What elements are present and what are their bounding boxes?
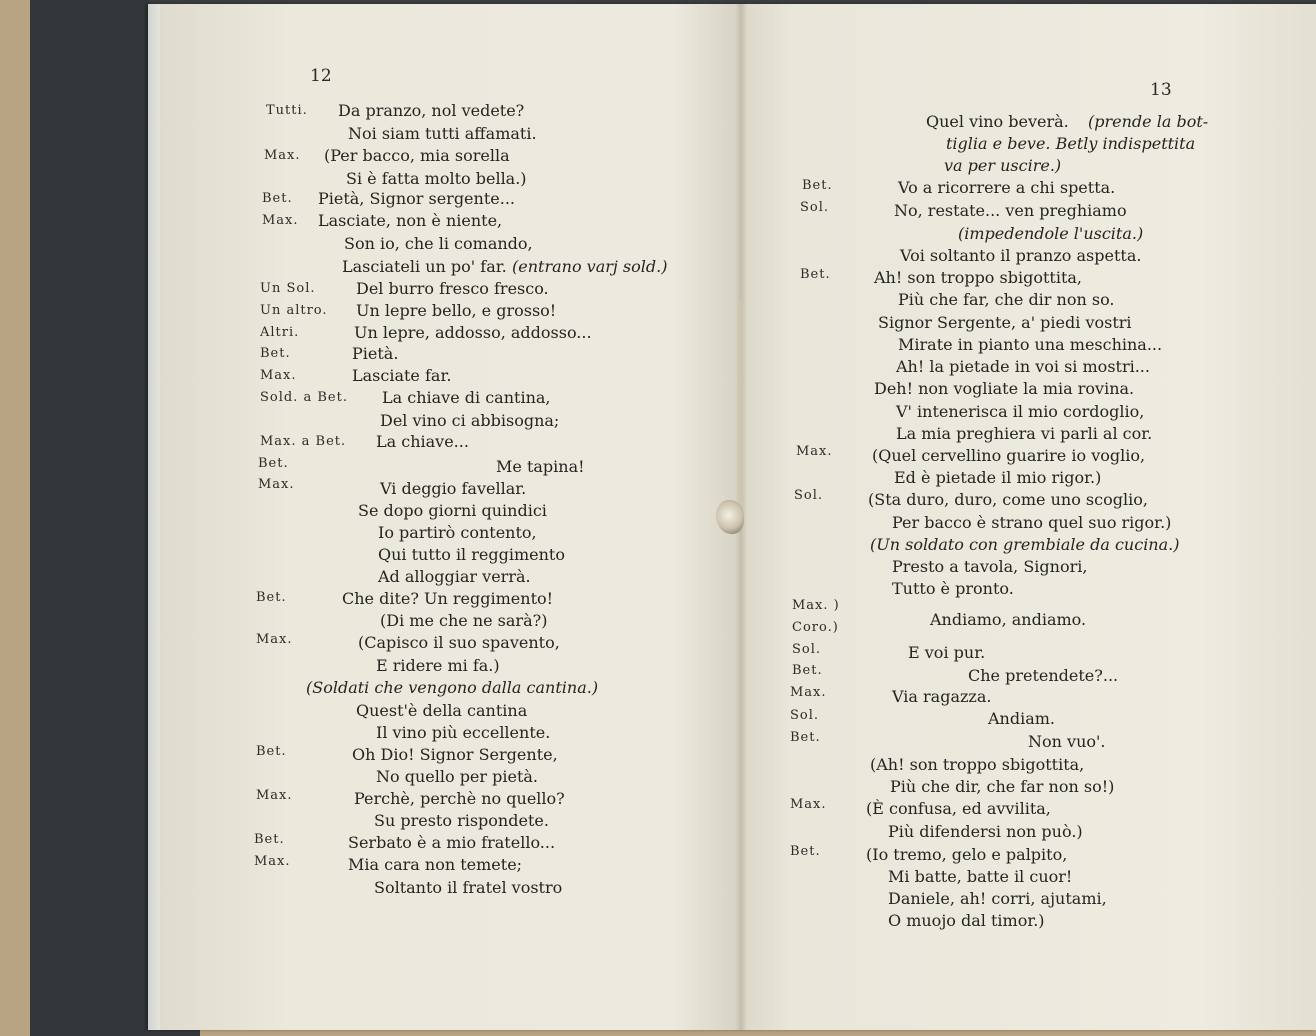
verse-line: Del burro fresco fresco. [356,279,549,298]
verse-line: Me tapina! [496,457,585,476]
speaker-label: Bet. [260,346,291,361]
verse-line: Pietà. [352,344,399,363]
thread-knot [716,500,744,534]
verse-line: Oh Dio! Signor Sergente, [352,745,558,764]
verse-line: La chiave... [376,432,469,451]
speaker-label: Bet. [258,456,289,471]
speaker-label: Max. [260,368,297,383]
verse-line: (Di me che ne sarà?) [380,611,548,630]
verse-line: Un lepre, addosso, addosso... [354,323,592,342]
speaker-label: Max. [796,444,833,459]
verse-line: Non vuo'. [1028,732,1106,751]
verse-line: Per bacco è strano quel suo rigor.) [892,513,1172,532]
speaker-label: Max. [264,148,301,163]
verse-line: (Sta duro, duro, come uno scoglio, [868,490,1148,509]
verse-line: Deh! non vogliate la mia rovina. [874,379,1135,398]
speaker-label: Sol. [800,200,830,215]
stage-direction: (prende la bot- [1088,112,1209,131]
speaker-label: Sol. [794,488,824,503]
speaker-label: Max. [254,854,291,869]
verse-line: La chiave di cantina, [382,388,551,407]
stage-direction: va per uscire.) [944,156,1062,175]
verse-line: Da pranzo, nol vedete? [338,101,525,120]
verse-line: Più che far, che dir non so. [898,290,1115,309]
stage-direction: (entrano varj sold.) [512,257,668,276]
verse-line: Daniele, ah! corri, ajutami, [888,889,1107,908]
verse-line: (Per bacco, mia sorella [324,146,510,165]
verse-line: Che pretendete?... [968,666,1119,685]
verse-line: Si è fatta molto bella.) [346,169,527,188]
speaker-label: Max. [790,685,827,700]
verse-line: Ah! son troppo sbigottita, [874,268,1082,287]
verse-line: (Ah! son troppo sbigottita, [870,755,1085,774]
speaker-label: Bet. [256,744,287,759]
verse-line: Più che dir, che far non so!) [890,777,1115,796]
verse-line: (Quel cervellino guarire io voglio, [872,446,1146,465]
verse-line: Andiam. [988,709,1056,728]
verse-line: Lasciate, non è niente, [318,211,503,230]
speaker-label: Max. [262,213,299,228]
verse-line: Vi deggio favellar. [380,479,527,498]
verse-line: Serbato è a mio fratello... [348,833,556,852]
verse-line: La mia preghiera vi parli al cor. [896,424,1153,443]
verse-line: Son io, che li comando, [344,234,533,253]
verse-line: (È confusa, ed avvilita, [866,799,1051,818]
stage-direction: (Soldati che vengono dalla cantina.) [306,678,599,697]
verse-line: Pietà, Signor sergente... [318,189,515,208]
speaker-label: Bet. [802,178,833,193]
speaker-label: Bet. [792,663,823,678]
verse-line: V' intenerisca il mio cordoglio, [896,402,1145,421]
stage-direction: tiglia e beve. Betly indispettita [946,134,1196,153]
verse-line: E ridere mi fa.) [376,656,500,675]
speaker-label: Sol. [790,708,820,723]
verse-line: Lasciateli un po' far. [342,257,507,276]
verse-line: Su presto rispondete. [374,811,549,830]
verse-line: (Io tremo, gelo e palpito, [866,845,1068,864]
verse-line: Ed è pietade il mio rigor.) [894,468,1102,487]
verse-line: Il vino più eccellente. [376,723,551,742]
speaker-label: Un Sol. [260,281,316,296]
speaker-label: Bet. [800,267,831,282]
stage-direction: (Un soldato con grembiale da cucina.) [870,535,1180,554]
verse-line: O muojo dal timor.) [888,911,1045,930]
verse-line: Noi siam tutti affamati. [348,124,537,143]
verse-line: Mi batte, batte il cuor! [888,867,1073,886]
verse-line: Lasciate far. [352,366,452,385]
verse-line: Perchè, perchè no quello? [354,789,565,808]
speaker-label: Bet. [262,191,293,206]
speaker-label: Bet. [790,844,821,859]
verse-line: Ad alloggiar verrà. [378,567,531,586]
verse-line: Qui tutto il reggimento [378,545,565,564]
speaker-label: Un altro. [260,303,328,318]
verse-line: E voi pur. [908,643,986,662]
speaker-label: Max. [790,797,827,812]
verse-line: Andiamo, andiamo. [930,610,1087,629]
speaker-label: Sold. a Bet. [260,390,348,405]
verse-line: No quello per pietà. [376,767,539,786]
verse-line: Io partirò contento, [378,523,537,542]
verse-line: Mia cara non temete; [348,855,523,874]
speaker-label: Max. ) [792,598,840,613]
speaker-label: Altri. [260,325,300,340]
speaker-label: Sol. [792,642,822,657]
speaker-label: Max. [256,788,293,803]
verse-line: Quest'è della cantina [356,701,528,720]
verse-line: No, restate... ven preghiamo [894,201,1127,220]
speaker-label: Max. a Bet. [260,434,347,449]
verse-line: Un lepre bello, e grosso! [356,301,557,320]
speaker-label: Max. [258,477,295,492]
speaker-label: Coro.) [792,620,839,635]
verse-line: Soltanto il fratel vostro [374,878,563,897]
verse-line: Ah! la pietade in voi si mostri... [896,357,1150,376]
verse-line: Via ragazza. [892,687,992,706]
verse-line: Mirate in pianto una meschina... [898,335,1163,354]
verse-line: (Capisco il suo spavento, [358,633,560,652]
verse-line: Voi soltanto il pranzo aspetta. [900,246,1142,265]
speaker-label: Bet. [790,730,821,745]
verse-line: Del vino ci abbisogna; [380,411,560,430]
speaker-label: Max. [256,632,293,647]
page-edge [148,4,160,1030]
stage-direction: (impedendole l'uscita.) [958,224,1144,243]
speaker-label: Bet. [256,590,287,605]
page-number-right: 13 [1150,80,1172,100]
speaker-label: Bet. [254,832,285,847]
verse-line: Vo a ricorrere a chi spetta. [898,178,1116,197]
binding-thread [739,300,742,530]
verse-line: Se dopo giorni quindici [358,501,547,520]
verse-line: Quel vino beverà. [926,112,1069,131]
verse-line: Più difendersi non può.) [888,822,1083,841]
verse-line: Signor Sergente, a' piedi vostri [878,313,1132,332]
page-number-left: 12 [310,66,332,86]
speaker-label: Tutti. [266,103,308,118]
verse-line: Presto a tavola, Signori, [892,557,1088,576]
verse-line: Tutto è pronto. [892,579,1014,598]
verse-line: Che dite? Un reggimento! [342,589,554,608]
